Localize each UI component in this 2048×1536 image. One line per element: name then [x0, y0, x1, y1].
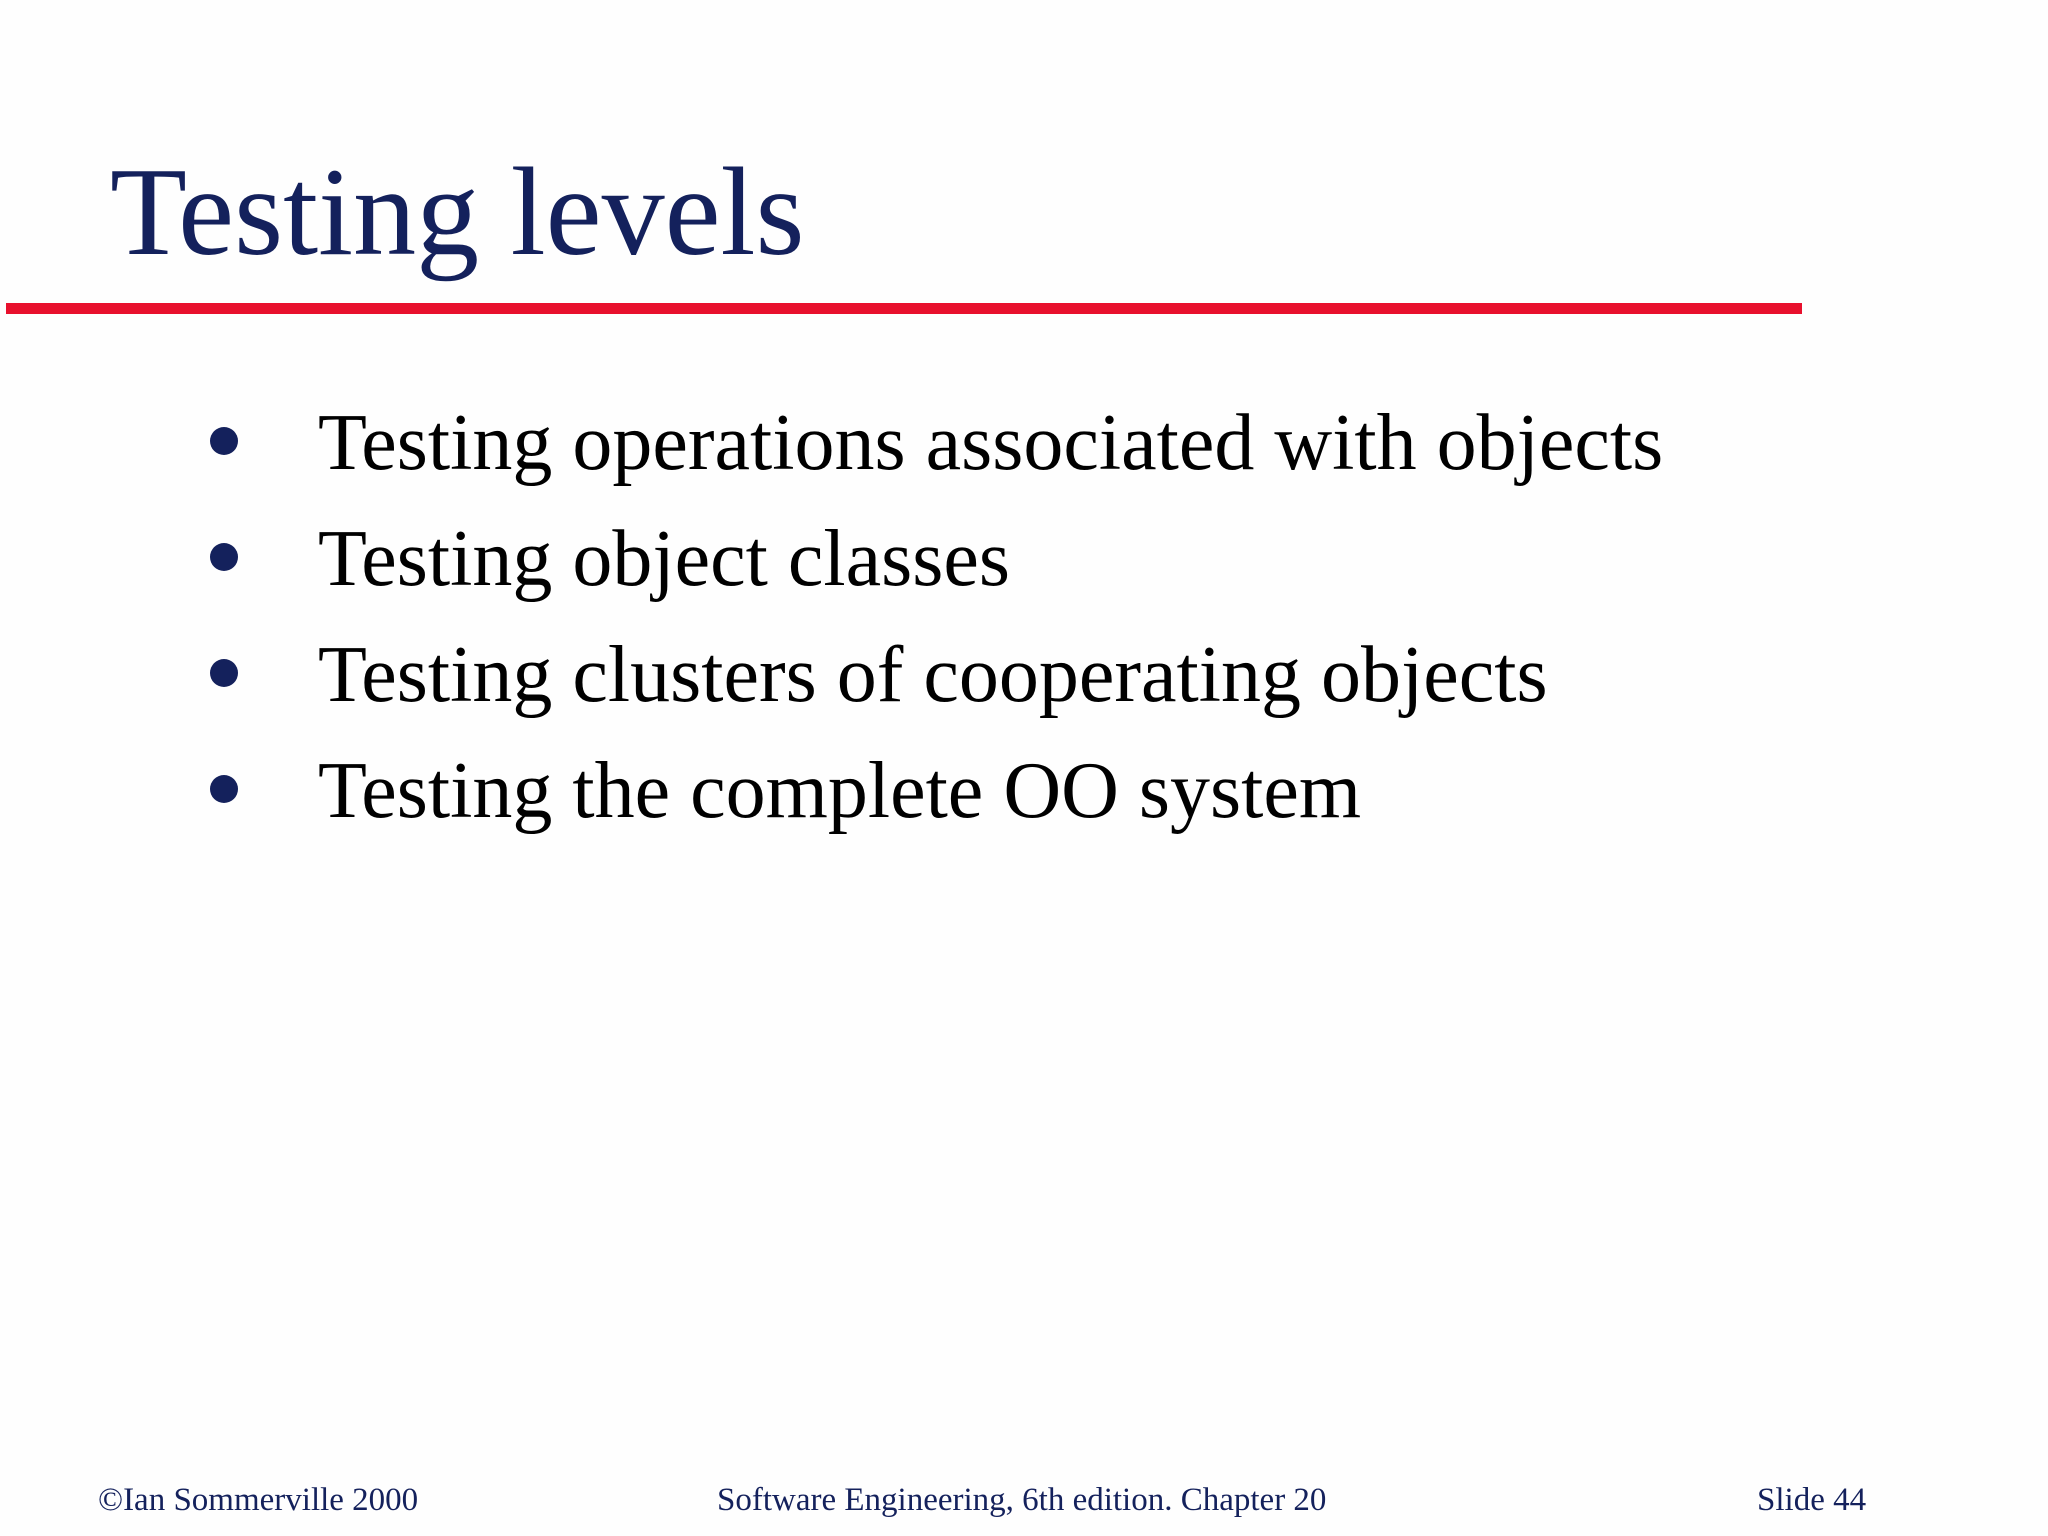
footer-copyright: ©Ian Sommerville 2000: [98, 1482, 419, 1518]
footer-book-title: Software Engineering, 6th edition. Chapter 20: [717, 1482, 1327, 1518]
bullet-text: Testing object classes: [318, 515, 1010, 603]
bullet-text: Testing operations associated with objects: [318, 399, 1664, 487]
bullet-dot-icon: [210, 775, 238, 803]
bullet-dot-icon: [210, 543, 238, 571]
bullet-text: Testing clusters of cooperating objects: [318, 631, 1548, 719]
bullet-dot-icon: [210, 659, 238, 687]
bullet-text: Testing the complete OO system: [318, 747, 1362, 835]
footer-slide-number: Slide 44: [1757, 1482, 1867, 1518]
bullet-dot-icon: [210, 427, 238, 455]
title-underline: [6, 303, 1802, 314]
slide-title: Testing levels: [110, 143, 805, 282]
